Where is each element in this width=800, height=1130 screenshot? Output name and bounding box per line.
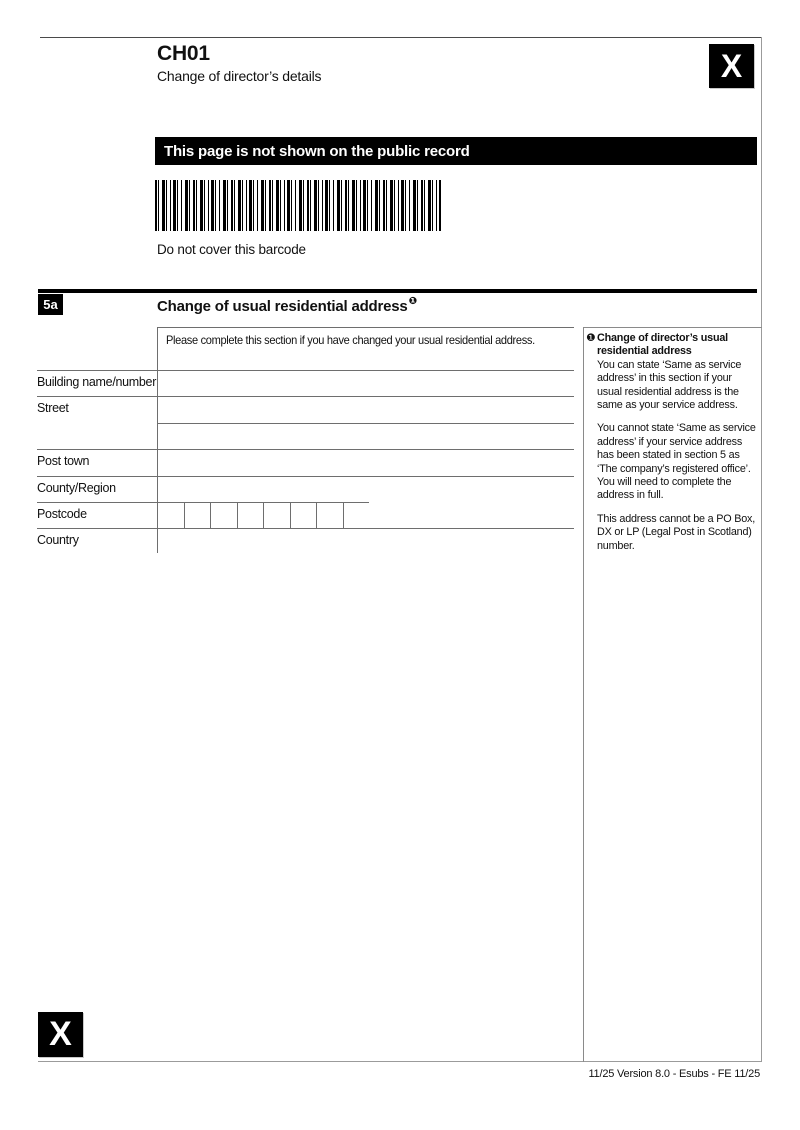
building-name-field[interactable] xyxy=(158,371,574,396)
barcode-caption: Do not cover this barcode xyxy=(157,242,306,257)
sidebar-note xyxy=(586,332,758,563)
sidebar-note-heading: Change of director’s usual residential address xyxy=(597,332,728,358)
footer-version: 11/25 Version 8.0 - Esubs - FE 11/25 xyxy=(588,1068,760,1080)
public-record-banner-text: This page is not shown on the public record xyxy=(164,142,470,160)
sidebar-left-rule xyxy=(583,327,584,1062)
postcode-cell[interactable] xyxy=(343,503,370,528)
info-marker-icon: ❶ xyxy=(408,296,417,307)
sidebar-note-paragraph: You cannot state ‘Same as service address’ if your service address has been stated in section 5 as ‘The company’s registered office’. You will need to complete the address in full. xyxy=(597,422,756,502)
section-title-text: Change of usual residential address xyxy=(157,298,408,315)
label-postcode: Postcode xyxy=(37,507,87,521)
intro-box-rule xyxy=(157,327,574,328)
info-icon: ❶ xyxy=(586,332,596,344)
postcode-cell[interactable] xyxy=(316,503,343,528)
barcode xyxy=(155,180,441,231)
page-right-rule xyxy=(761,37,762,1062)
registration-mark-top-glyph: X xyxy=(720,47,743,84)
label-county-region: County/Region xyxy=(37,481,116,495)
section-intro: Please complete this section if you have changed your usual residential address. xyxy=(166,333,535,347)
page-bottom-rule xyxy=(38,1061,762,1062)
section-divider-rule xyxy=(38,289,757,293)
country-field[interactable] xyxy=(158,529,574,552)
registration-mark-bottom xyxy=(38,1012,83,1057)
label-building-name: Building name/number xyxy=(37,375,157,389)
section-title xyxy=(157,297,417,315)
post-town-field[interactable] xyxy=(158,450,574,475)
form-code: CH01 xyxy=(157,42,210,65)
row-divider xyxy=(37,502,157,503)
postcode-cell[interactable] xyxy=(184,503,211,528)
sidebar-note-paragraph: This address cannot be a PO Box, DX or LP (Legal Post in Scotland) number. xyxy=(597,512,756,552)
label-street: Street xyxy=(37,401,69,415)
registration-mark-bottom-glyph: X xyxy=(49,1015,72,1053)
street-field-line2[interactable] xyxy=(158,424,574,449)
public-record-banner xyxy=(155,137,757,165)
county-region-field[interactable] xyxy=(158,477,574,502)
postcode-cell[interactable] xyxy=(290,503,317,528)
label-country: Country xyxy=(37,533,79,547)
label-post-town: Post town xyxy=(37,454,90,468)
postcode-cell[interactable] xyxy=(157,503,184,528)
page-top-rule xyxy=(40,37,762,38)
postcode-cell[interactable] xyxy=(237,503,264,528)
form-subtitle: Change of director’s details xyxy=(157,68,322,84)
section-number-badge: 5a xyxy=(38,294,63,315)
sidebar-top-rule xyxy=(583,327,762,328)
postcode-cell[interactable] xyxy=(263,503,290,528)
postcode-boxes[interactable] xyxy=(157,502,369,528)
registration-mark-top xyxy=(709,44,754,88)
street-field-line1[interactable] xyxy=(158,397,574,422)
sidebar-note-paragraph: You can state ‘Same as service address’ in this section if your usual residential address is the same as your service address. xyxy=(597,358,742,412)
postcode-cell[interactable] xyxy=(210,503,237,528)
